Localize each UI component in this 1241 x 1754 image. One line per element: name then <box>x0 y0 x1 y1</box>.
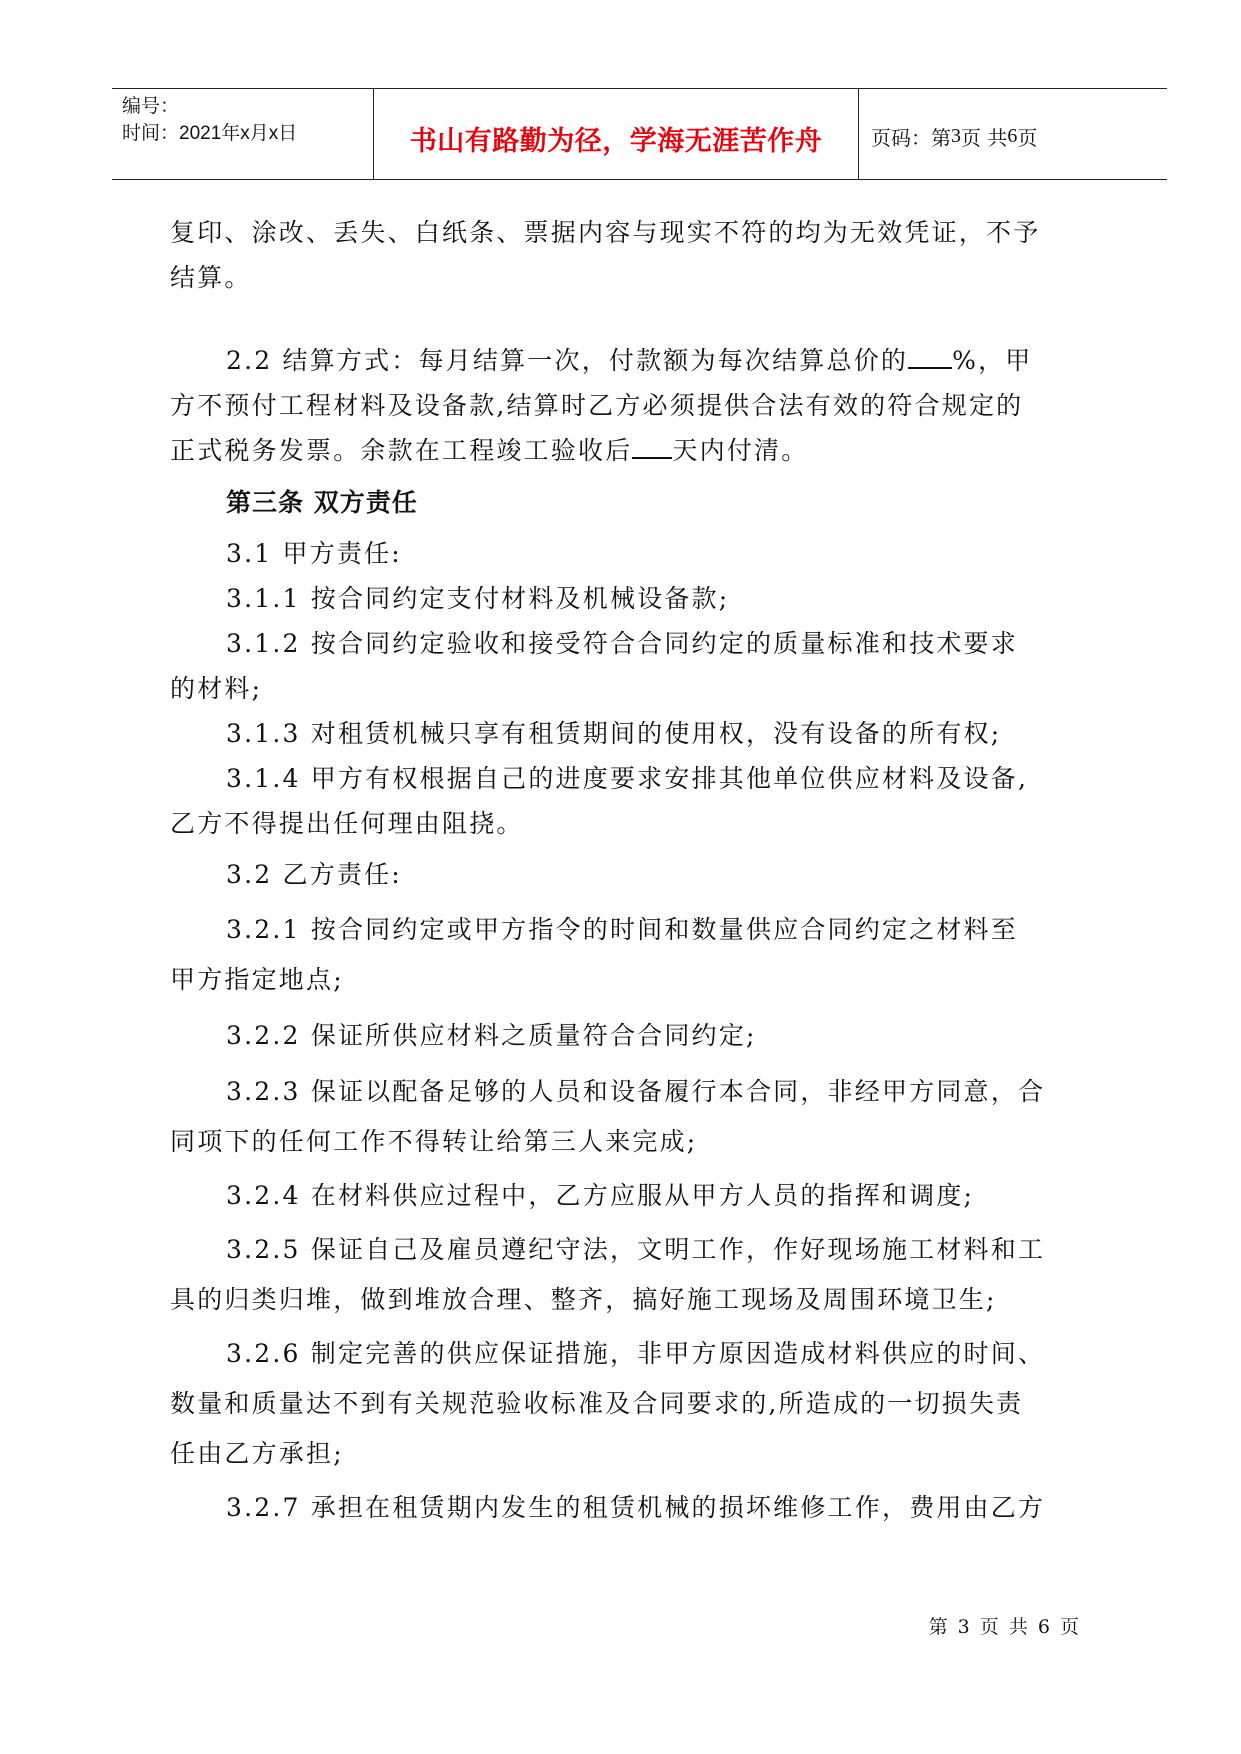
header-page-info <box>859 89 1167 179</box>
page-label-suffix: 页 <box>1017 125 1038 150</box>
text-span: 3.1.2 按合同约定验收和接受符合合同约定的质量标准和技术要求 <box>226 629 1018 658</box>
motto: 书山有路勤为径，学海无涯苦作舟 <box>409 125 823 157</box>
text-line <box>170 1225 1075 1275</box>
document-body <box>170 210 1075 1533</box>
text-line: 具的归类归堆，做到堆放合理、整齐，搞好施工现场及周围环境卫生; <box>170 1285 997 1314</box>
date-label: 时间：2021年x月x日 <box>122 123 298 144</box>
text-line <box>170 428 1075 473</box>
header-motto-cell <box>374 89 859 179</box>
serial-label: 编号： <box>122 96 180 117</box>
text-span: 3.2.2 保证所供应材料之质量符合合同约定; <box>226 1021 757 1050</box>
text-line: 复印、涂改、丢失、白纸条、票据内容与现实不符的均为无效凭证，不予 <box>170 218 1041 247</box>
text-span: 3.2.4 在材料供应过程中，乙方应服从甲方人员的指挥和调度; <box>226 1181 975 1210</box>
header-meta <box>112 89 374 179</box>
text-line: 任由乙方承担; <box>170 1439 344 1468</box>
text-span: 3.2.6 制定完善的供应保证措施，非甲方原因造成材料供应的时间、 <box>226 1339 1046 1368</box>
text-line: 方不预付工程材料及设备款,结算时乙方必须提供合法有效的符合规定的 <box>170 391 1024 420</box>
section-heading: 第三条 双方责任 <box>226 488 418 517</box>
text-line: 的材料; <box>170 674 263 703</box>
text-span: 3.2.5 保证自己及雇员遵纪守法，文明工作，作好现场施工材料和工 <box>226 1235 1046 1264</box>
text-line: 同项下的任何工作不得转让给第三人来完成; <box>170 1127 698 1156</box>
text-span: 正式税务发票。余款在工程竣工验收后 <box>170 436 633 465</box>
text-line <box>170 1067 1075 1117</box>
text-line <box>170 338 1075 383</box>
text-span: %，甲 <box>952 346 1033 375</box>
text-line <box>170 852 1075 897</box>
text-span: 3.1.4 甲方有权根据自己的进度要求安排其他单位供应材料及设备, <box>226 764 1029 793</box>
text-line: 结算。 <box>170 263 252 292</box>
text-line <box>170 1011 1075 1061</box>
text-line: 甲方指定地点; <box>170 965 344 994</box>
text-line <box>170 1171 1075 1221</box>
text-line: 数量和质量达不到有关规范验收标准及合同要求的,所造成的一切损失责 <box>170 1389 1024 1418</box>
page-label-mid: 页 共 <box>961 125 1008 150</box>
text-span: 2.2 结算方式：每月结算一次，付款额为每次结算总价的 <box>226 346 909 375</box>
paragraph <box>170 210 1075 255</box>
text-span: 3.2.3 保证以配备足够的人员和设备履行本合同，非经甲方同意，合 <box>226 1077 1046 1106</box>
text-line <box>170 576 1075 621</box>
text-line <box>170 621 1075 666</box>
blank-underline <box>632 435 672 459</box>
text-line <box>170 1483 1075 1533</box>
text-line <box>170 711 1075 756</box>
text-line <box>170 531 1075 576</box>
page-current: 3 <box>951 124 961 147</box>
text-line <box>170 756 1075 801</box>
text-line <box>170 1329 1075 1379</box>
text-span: 天内付清。 <box>672 436 809 465</box>
text-span: 3.1.3 对租赁机械只享有租赁期间的使用权，没有设备的所有权; <box>226 719 1002 748</box>
text-span: 3.2 乙方责任: <box>226 860 402 889</box>
page-total: 6 <box>1007 124 1018 147</box>
text-span: 3.2.7 承担在租赁期内发生的租赁机械的损坏维修工作，费用由乙方 <box>226 1493 1046 1522</box>
text-line: 乙方不得提出任何理由阻挠。 <box>170 809 524 838</box>
page-label-prefix: 页码：第 <box>871 125 951 150</box>
text-line <box>170 905 1075 955</box>
text-span: 3.1.1 按合同约定支付材料及机械设备款; <box>226 584 730 613</box>
blank-underline <box>908 345 952 369</box>
text-span: 3.1 甲方责任: <box>226 539 402 568</box>
page-header <box>112 88 1167 180</box>
page-footer: 第 3 页 共 6 页 <box>928 1616 1081 1638</box>
text-span: 3.2.1 按合同约定或甲方指令的时间和数量供应合同约定之材料至 <box>226 915 1018 944</box>
